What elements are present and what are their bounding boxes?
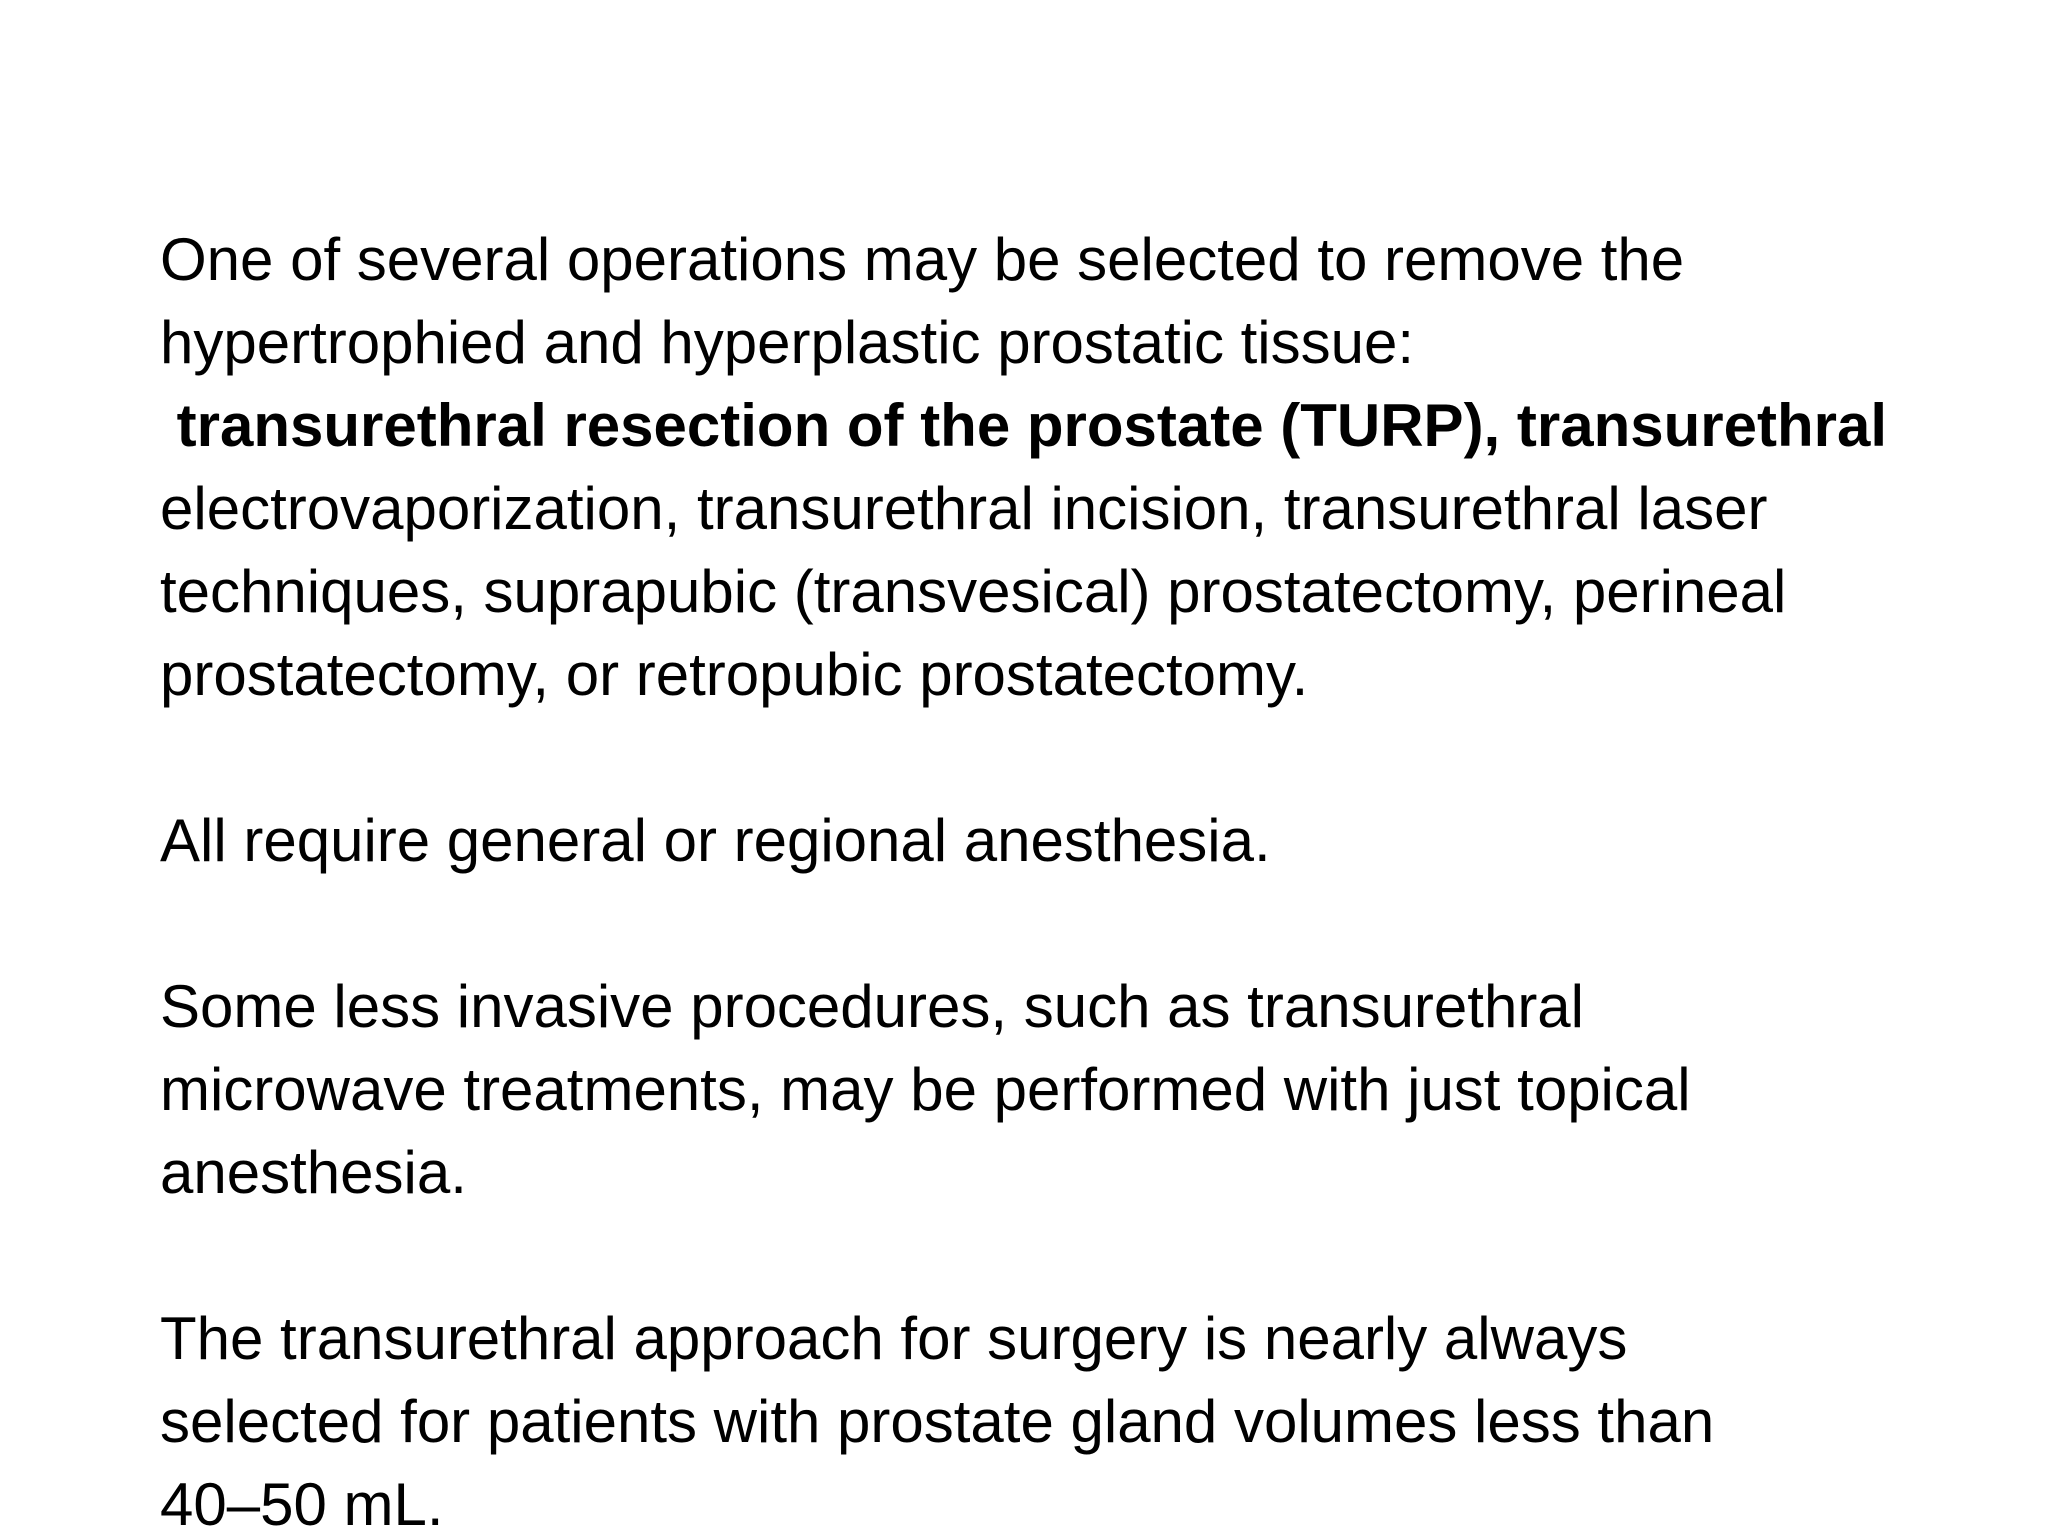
text-line: prostatectomy, or retropubic prostatectomy. <box>160 641 1309 708</box>
text-line: All require general or regional anesthesia. <box>160 807 1271 874</box>
text-line: hypertrophied and hyperplastic prostatic tissue: <box>160 309 1415 376</box>
text-line: electrovaporization, transurethral incision, transurethral laser <box>160 475 1768 542</box>
paragraph-spacer <box>160 716 1920 799</box>
paragraph-spacer <box>160 882 1920 965</box>
text-line: 40–50 mL. <box>160 1471 444 1536</box>
paragraph-operations <box>160 218 1920 716</box>
paragraph-less-invasive <box>160 965 1920 1214</box>
paragraph-transurethral-approach <box>160 1297 1920 1536</box>
text-line: Some less invasive procedures, such as transurethral <box>160 973 1585 1040</box>
paragraph-spacer <box>160 1214 1920 1297</box>
text-line: selected for patients with prostate gland volumes less than <box>160 1388 1715 1455</box>
text-line: techniques, suprapubic (transvesical) prostatectomy, perineal <box>160 558 1787 625</box>
paragraph-anesthesia <box>160 799 1920 882</box>
text-line: microwave treatments, may be performed with just topical <box>160 1056 1691 1123</box>
bold-text-line: transurethral resection of the prostate (TURP), transurethral <box>160 392 1887 459</box>
text-line: anesthesia. <box>160 1139 467 1206</box>
slide-body <box>160 218 1920 1536</box>
text-line: One of several operations may be selected to remove the <box>160 226 1685 293</box>
text-line: The transurethral approach for surgery is nearly always <box>160 1305 1628 1372</box>
